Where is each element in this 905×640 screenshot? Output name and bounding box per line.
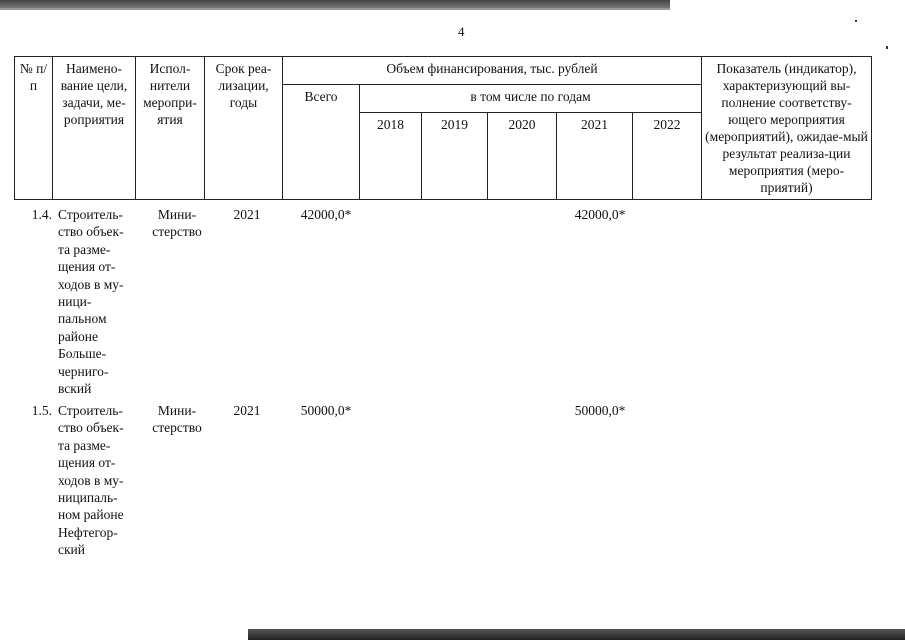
row-name-line: районе: [58, 328, 98, 344]
row-executor: [141, 402, 213, 437]
header-year: 2019: [422, 113, 488, 200]
header-year: 2018: [360, 113, 422, 200]
row-name-line: ходов в му-: [58, 276, 124, 292]
row-name-line: ство объек-: [58, 224, 124, 240]
row-term: 2021: [233, 403, 261, 418]
row-name-line: пальном: [58, 311, 107, 327]
header-name: Наимено-вание цели, задачи, ме-роприятия: [53, 57, 136, 200]
row-name-line: ский: [58, 542, 85, 558]
scan-edge-top-line: [0, 8, 670, 10]
row-2021: 42000,0*: [574, 207, 626, 222]
row-num: 1.4.: [31, 207, 52, 222]
financing-table-header: [14, 56, 872, 200]
header-indicator: Показатель (индикатор), характеризующий вы-полнение соответству-ющего мероприятия (мероприятий), ожидае-мый результат реализа-ции мероприятия (меро-приятий): [702, 57, 872, 200]
header-num: № п/п: [15, 57, 53, 200]
header-total: Всего: [283, 85, 360, 200]
row-2021: 50000,0*: [574, 403, 626, 418]
row-executor: [141, 206, 213, 241]
row-num: 1.5.: [31, 403, 52, 418]
row-name-line: Нефтегор-: [58, 524, 118, 540]
row-name: [58, 206, 138, 397]
row-term: 2021: [233, 207, 261, 222]
header-by-years: в том числе по годам: [360, 85, 702, 113]
row-total: 42000,0*: [300, 207, 352, 222]
row-name-line: ство объек-: [58, 420, 124, 436]
row-name-line: щения от-: [58, 259, 116, 275]
row-name-line: Строитель-: [58, 403, 123, 418]
row-name-line: та разме-: [58, 437, 111, 453]
header-year: 2021: [557, 113, 633, 200]
scan-mark: [886, 46, 888, 49]
row-name-line: ниципаль-: [58, 490, 118, 506]
row-name-line: щения от-: [58, 455, 116, 471]
header-term: Срок реа-лизации, годы: [205, 57, 283, 200]
header-year: 2022: [633, 113, 702, 200]
row-name-line: ници-: [58, 294, 92, 310]
row-name-line: та разме-: [58, 241, 111, 257]
row-name: [58, 402, 138, 559]
row-executor-line: стерство: [152, 420, 202, 436]
row-executor-line: стерство: [152, 224, 202, 240]
row-executor-line: Мини-: [157, 403, 197, 418]
header-executor: Испол-нители меропри-ятия: [136, 57, 205, 200]
header-financing: Объем финансирования, тыс. рублей: [283, 57, 702, 85]
scan-mark: [855, 20, 857, 22]
scan-edge-top: [0, 0, 670, 8]
row-name-line: черниго-: [58, 363, 109, 379]
row-name-line: Больше-: [58, 346, 107, 362]
row-total: 50000,0*: [300, 403, 352, 418]
page-number: 4: [458, 24, 465, 39]
row-name-line: вский: [58, 381, 92, 397]
row-name-line: ходов в му-: [58, 472, 124, 488]
row-name-line: ном районе: [58, 507, 124, 523]
row-executor-line: Мини-: [157, 207, 197, 222]
header-year: 2020: [488, 113, 557, 200]
row-name-line: Строитель-: [58, 207, 123, 222]
scan-edge-bottom: [248, 629, 905, 640]
